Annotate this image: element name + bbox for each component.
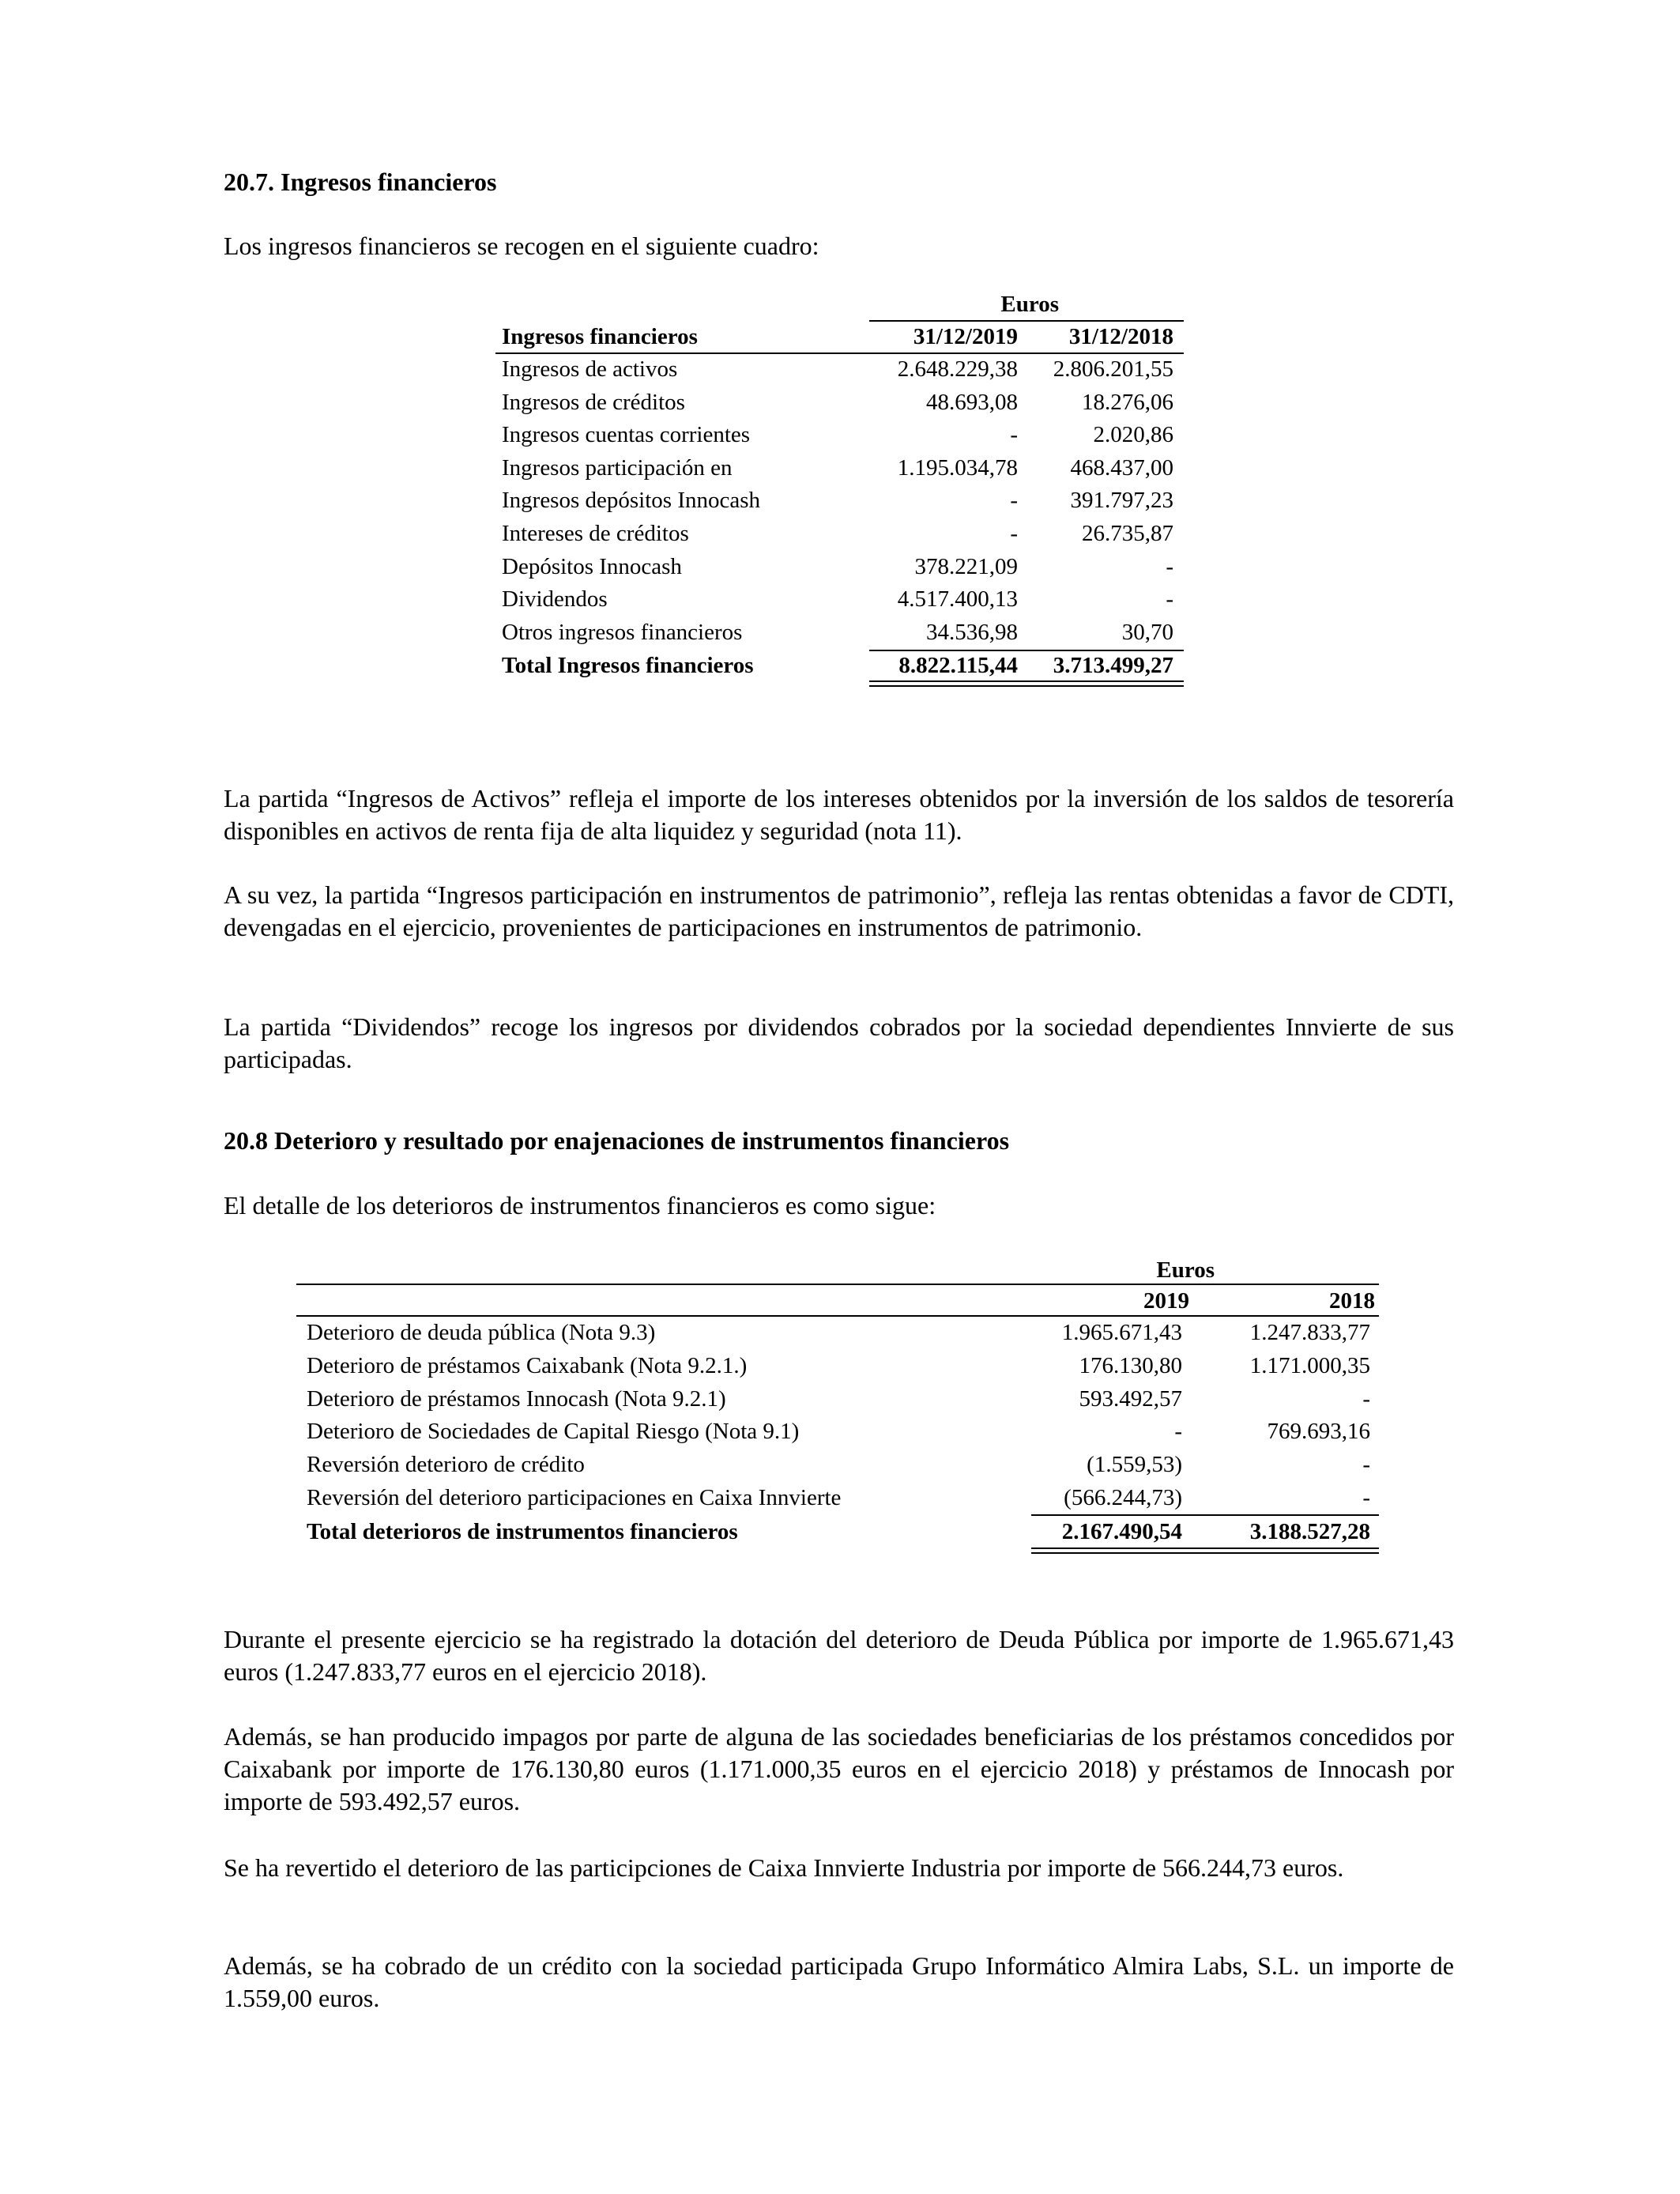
total-2018: 3.188.527,28 xyxy=(1249,1519,1370,1544)
row-label: Ingresos de créditos xyxy=(502,389,685,415)
row-value-2018: 1.247.833,77 xyxy=(1249,1320,1370,1345)
row-value-2018: 26.735,87 xyxy=(1082,521,1173,546)
table-row xyxy=(0,1317,1680,1348)
row-value-2018: - xyxy=(1166,553,1173,579)
table-row xyxy=(0,1449,1680,1480)
row-value-2019: (1.559,53) xyxy=(1087,1452,1182,1478)
total-label: Total Ingresos financieros xyxy=(502,653,754,678)
section-heading-20-8: 20.8 Deterioro y resultado por enajenaciones de instrumentos financieros xyxy=(224,1126,1010,1155)
row-value-2018: 468.437,00 xyxy=(1070,454,1173,481)
table-row xyxy=(0,386,1680,418)
table-row xyxy=(0,419,1680,450)
row-value-2018: - xyxy=(1362,1452,1370,1478)
table-row xyxy=(0,1350,1680,1382)
table-row xyxy=(0,616,1680,648)
row-value-2019: 378.221,09 xyxy=(914,553,1018,579)
table-row xyxy=(0,518,1680,549)
total-2019: 2.167.490,54 xyxy=(1061,1519,1182,1544)
row-value-2019: - xyxy=(1010,521,1018,546)
table-row xyxy=(0,1383,1680,1415)
row-value-2019: 4.517.400,13 xyxy=(897,586,1018,613)
total-double-rule xyxy=(869,680,1184,687)
column-header-2018: 31/12/2018 xyxy=(1068,324,1173,349)
table-row xyxy=(0,551,1680,582)
table-header-row xyxy=(0,321,1680,352)
column-header-2019: 2019 xyxy=(1143,1288,1189,1314)
paragraph: Durante el presente ejercicio se ha registrado la dotación del deterioro de Deuda Pública por importe de 1.965.671,43 euros (1.247.833,77 euros en el ejercicio 2018). xyxy=(224,1625,1454,1686)
table-row xyxy=(0,353,1680,385)
row-value-2018: - xyxy=(1362,1385,1370,1412)
row-value-2019: 34.536,98 xyxy=(926,619,1018,645)
paragraph: La partida “Ingresos de Activos” refleja el importe de los intereses obtenidos por la inversión de los saldos de tesorería disponibles en activos de renta fija de alta liquidez y seguridad (nota 11). xyxy=(224,784,1454,845)
table-unit-header-row xyxy=(0,1254,1680,1286)
row-label: Dividendos xyxy=(502,586,608,613)
column-header-2018: 2018 xyxy=(1329,1288,1375,1314)
column-header-2019: 31/12/2019 xyxy=(913,324,1018,349)
row-value-2018: 2.020,86 xyxy=(1093,422,1173,448)
row-value-2019: 48.693,08 xyxy=(926,389,1018,415)
row-label: Otros ingresos financieros xyxy=(502,619,743,645)
row-label: Ingresos depósitos Innocash xyxy=(502,488,761,514)
table-unit-header-row xyxy=(0,288,1680,320)
row-value-2018: 391.797,23 xyxy=(1070,488,1173,514)
unit-header: Euros xyxy=(1156,1257,1215,1283)
total-2019: 8.822.115,44 xyxy=(898,653,1018,678)
section-intro-20-7: Los ingresos financieros se recogen en el siguiente cuadro: xyxy=(224,232,819,260)
row-value-2018: 2.806.201,55 xyxy=(1053,356,1173,382)
row-label: Deterioro de préstamos Innocash (Nota 9.2.1) xyxy=(307,1385,726,1412)
row-label: Deterioro de Sociedades de Capital Riesgo (Nota 9.1) xyxy=(307,1419,800,1445)
row-value-2019: (566.244,73) xyxy=(1064,1485,1182,1510)
row-label: Depósitos Innocash xyxy=(502,553,682,579)
row-value-2019: 1.965.671,43 xyxy=(1061,1320,1182,1345)
row-value-2018: - xyxy=(1166,586,1173,613)
row-value-2019: 1.195.034,78 xyxy=(897,454,1018,481)
table-total-row xyxy=(0,1516,1680,1547)
row-label: Reversión deterioro de crédito xyxy=(307,1452,585,1478)
table-row xyxy=(0,1416,1680,1447)
paragraph: Además, se han producido impagos por parte de alguna de las sociedades beneficiarias de los préstamos concedidos por Caixabank por importe de 176.130,80 euros (1.171.000,35 euros en el ejercicio 2018) y préstamos de Innocash por importe de 593.492,57 euros. xyxy=(224,1722,1454,1815)
total-2018: 3.713.499,27 xyxy=(1053,653,1173,678)
row-value-2018: 1.171.000,35 xyxy=(1249,1352,1370,1378)
table-row xyxy=(0,1482,1680,1514)
row-label: Ingresos participación en xyxy=(502,454,733,481)
row-label: Ingresos de activos xyxy=(502,356,678,382)
row-value-2018: 18.276,06 xyxy=(1082,389,1173,415)
table-row xyxy=(0,583,1680,615)
column-header-label: Ingresos financieros xyxy=(502,324,698,349)
table-row xyxy=(0,484,1680,516)
row-value-2019: 593.492,57 xyxy=(1079,1385,1182,1412)
total-label: Total deterioros de instrumentos financieros xyxy=(307,1519,738,1544)
section-intro-20-8: El detalle de los deterioros de instrumentos financieros es como sigue: xyxy=(224,1191,936,1220)
row-label: Ingresos cuentas corrientes xyxy=(502,422,751,448)
table-header-row xyxy=(0,1285,1680,1317)
paragraph: La partida “Dividendos” recoge los ingresos por dividendos cobrados por la sociedad dependientes Innvierte de sus participadas. xyxy=(224,1012,1454,1073)
unit-header: Euros xyxy=(1000,292,1059,317)
row-value-2018: - xyxy=(1362,1485,1370,1510)
row-value-2018: 769.693,16 xyxy=(1267,1419,1370,1445)
table-total-row xyxy=(0,650,1680,681)
row-value-2019: 2.648.229,38 xyxy=(897,356,1018,382)
total-double-rule xyxy=(1031,1547,1379,1554)
paragraph: A su vez, la partida “Ingresos participación en instrumentos de patrimonio”, refleja las rentas obtenidas a favor de CDTI, devengadas en el ejercicio, provenientes de participaciones en instrumentos de patrimonio. xyxy=(224,880,1454,941)
row-value-2018: 30,70 xyxy=(1121,619,1173,645)
section-heading-20-7: 20.7. Ingresos financieros xyxy=(224,168,497,196)
row-label: Intereses de créditos xyxy=(502,521,689,546)
table-row xyxy=(0,452,1680,484)
row-value-2019: - xyxy=(1010,422,1018,448)
row-value-2019: 176.130,80 xyxy=(1079,1352,1182,1378)
paragraph: Además, se ha cobrado de un crédito con la sociedad participada Grupo Informático Almira Labs, S.L. un importe de 1.559,00 euros. xyxy=(224,1951,1454,2012)
row-value-2019: - xyxy=(1174,1419,1182,1445)
paragraph: Se ha revertido el deterioro de las participciones de Caixa Innvierte Industria por importe de 566.244,73 euros. xyxy=(224,1853,1344,1882)
row-value-2019: - xyxy=(1010,488,1018,514)
row-label: Deterioro de préstamos Caixabank (Nota 9.2.1.) xyxy=(307,1352,748,1378)
row-label: Reversión del deterioro participaciones en Caixa Innvierte xyxy=(307,1485,842,1510)
row-label: Deterioro de deuda pública (Nota 9.3) xyxy=(307,1320,656,1345)
